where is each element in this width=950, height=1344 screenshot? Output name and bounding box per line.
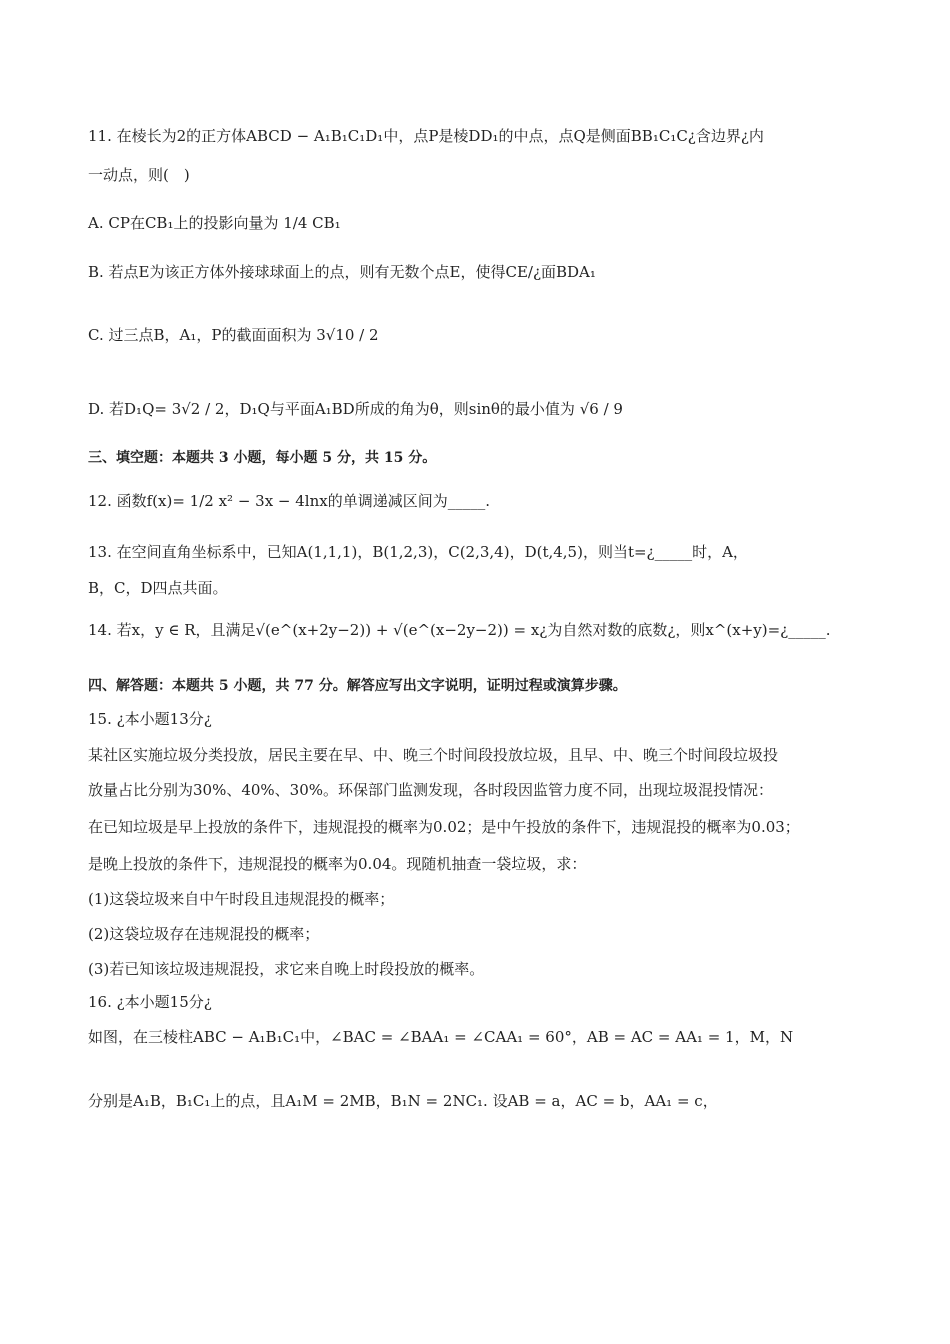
section-3-heading: 三、填空题：本题共 3 小题，每小题 5 分，共 15 分。 xyxy=(88,450,437,466)
q12: 12. 函数f(x)= 1/2 x² − 3x − 4lnx的单调递减区间为_____. xyxy=(88,492,490,510)
q15-para-line2: 放量占比分别为30%、40%、30%。环保部门监测发现，各时段因监管力度不同，出现垃圾混投情况： xyxy=(88,781,774,799)
q16-para-line1: 如图，在三棱柱ABC − A₁B₁C₁中，∠BAC = ∠BAA₁ = ∠CAA₁ = 60°，AB = AC = AA₁ = 1，M，N xyxy=(88,1028,794,1046)
q16-para-line2: 分别是A₁B，B₁C₁上的点，且A₁M = 2MB，B₁N = 2NC₁. 设AB = a，AC = b，AA₁ = c， xyxy=(88,1092,718,1110)
q15-para-line3: 在已知垃圾是早上投放的条件下，违规混投的概率为0.02；是中午投放的条件下，违规混投的概率为0.03； xyxy=(88,818,800,836)
q15-para-line4: 是晚上投放的条件下，违规混投的概率为0.04。现随机抽查一袋垃圾，求： xyxy=(88,855,587,873)
q11-option-a: A. CP在CB₁上的投影向量为 1/4 CB₁ xyxy=(88,214,341,232)
q16-title: 16. ¿本小题15分¿ xyxy=(88,993,212,1011)
q15-title: 15. ¿本小题13分¿ xyxy=(88,710,212,728)
q11-option-b: B. 若点E为该正方体外接球球面上的点，则有无数个点E，使得CE/¿面BDA₁ xyxy=(88,263,596,281)
q11-option-c: C. 过三点B，A₁，P的截面面积为 3√10 / 2 xyxy=(88,326,379,344)
q11-stem-line2: 一动点，则( ) xyxy=(88,166,190,184)
q11-stem-line1: 11. 在棱长为2的正方体ABCD − A₁B₁C₁D₁中，点P是棱DD₁的中点，点Q是侧面BB₁C₁C¿含边界¿内 xyxy=(88,127,764,145)
q15-part1: (1)这袋垃圾来自中午时段且违规混投的概率； xyxy=(88,890,395,908)
q15-part3: (3)若已知该垃圾违规混投，求它来自晚上时段投放的概率。 xyxy=(88,960,485,978)
section-4-heading: 四、解答题：本题共 5 小题，共 77 分。解答应写出文字说明，证明过程或演算步骤。 xyxy=(88,678,627,694)
q13-line1: 13. 在空间直角坐标系中，已知A(1,1,1)，B(1,2,3)，C(2,3,4)，D(t,4,5)，则当t=¿_____时，A， xyxy=(88,543,748,561)
q15-para-line1: 某社区实施垃圾分类投放，居民主要在早、中、晚三个时间段投放垃圾，且早、中、晚三个时间段垃圾投 xyxy=(88,746,779,764)
q11-option-d: D. 若D₁Q= 3√2 / 2，D₁Q与平面A₁BD所成的角为θ，则sinθ的最小值为 √6 / 9 xyxy=(88,400,623,418)
q14: 14. 若x，y ∈ R，且满足√(e^(x+2y−2)) + √(e^(x−2y−2)) = x¿为自然对数的底数¿，则x^(x+y)=¿_____. xyxy=(88,621,831,639)
q15-part2: (2)这袋垃圾存在违规混投的概率； xyxy=(88,925,320,943)
q13-line2: B，C，D四点共面。 xyxy=(88,579,228,597)
